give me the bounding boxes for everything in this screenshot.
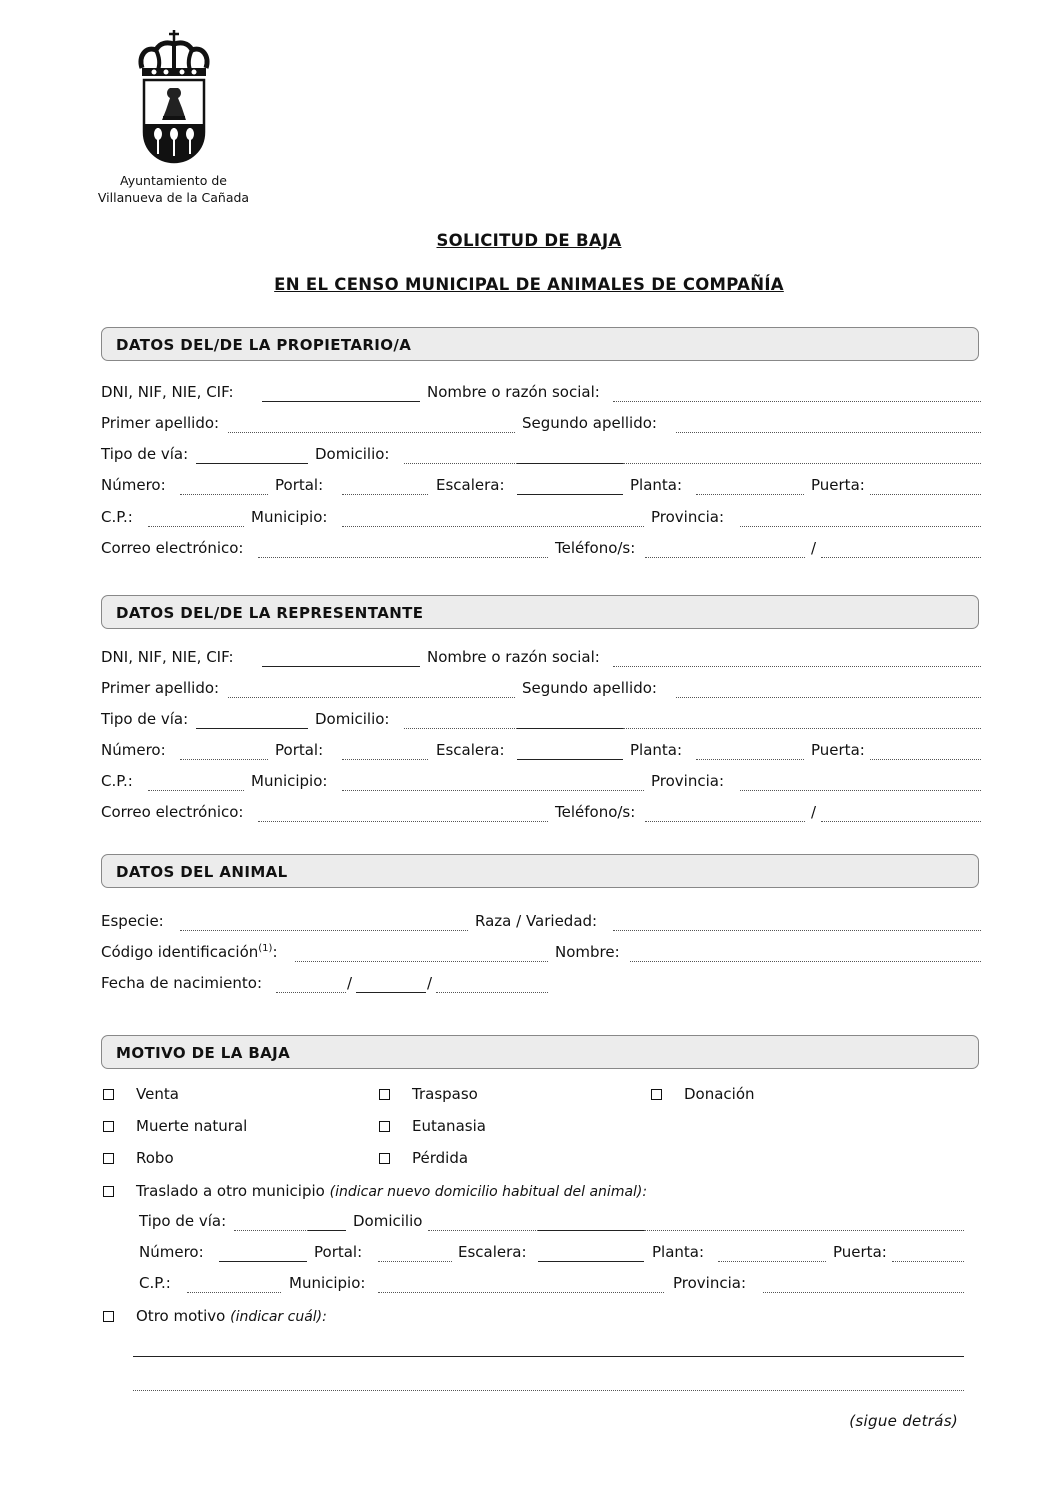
rep-surname1-label: Primer apellido: — [101, 679, 220, 697]
rep-floor-field[interactable] — [696, 759, 804, 760]
rep-phone-label: Teléfono/s: — [555, 803, 636, 821]
option-sale-label: Venta — [136, 1085, 179, 1103]
animal-birth-label: Fecha de nacimiento: — [101, 974, 263, 992]
option-theft-label: Robo — [136, 1149, 174, 1167]
form-title: SOLICITUD DE BAJA — [436, 231, 622, 250]
owner-door-field[interactable] — [870, 494, 981, 495]
logo-line-2: Villanueva de la Cañada — [97, 190, 250, 205]
rep-portal-field[interactable] — [342, 759, 428, 760]
move-floor-label: Planta: — [652, 1243, 705, 1261]
move-stair-label: Escalera: — [458, 1243, 527, 1261]
logo-line-1: Ayuntamiento de — [120, 173, 227, 188]
move-floor-field[interactable] — [718, 1261, 826, 1262]
animal-birth-slash-2: / — [427, 974, 433, 992]
animal-breed-label: Raza / Variedad: — [475, 912, 598, 930]
animal-name-label: Nombre: — [555, 943, 620, 961]
owner-street-type-field[interactable] — [196, 463, 308, 464]
checkbox-euthanasia[interactable] — [379, 1121, 390, 1132]
owner-email-field[interactable] — [258, 557, 548, 558]
logo-caption — [96, 172, 251, 206]
option-move-label — [136, 1182, 647, 1200]
owner-floor-field[interactable] — [696, 494, 804, 495]
move-address-field-a[interactable] — [428, 1230, 538, 1231]
rep-name-field[interactable] — [613, 666, 981, 667]
rep-surname1-field[interactable] — [228, 697, 515, 698]
section-owner-title: DATOS DEL/DE LA PROPIETARIO/A — [116, 336, 412, 354]
owner-phone-label: Teléfono/s: — [555, 539, 636, 557]
section-animal-title: DATOS DEL ANIMAL — [116, 863, 288, 881]
move-address-label: Domicilio — [353, 1212, 423, 1230]
owner-row-3 — [0, 445, 1058, 469]
option-euthanasia-label: Eutanasia — [412, 1117, 486, 1135]
rep-row-2 — [0, 679, 1058, 703]
owner-row-4 — [0, 476, 1058, 500]
coat-of-arms-icon — [136, 28, 212, 164]
animal-row-2 — [0, 943, 1058, 967]
animal-row-1 — [0, 912, 1058, 936]
move-row-1 — [0, 1212, 1058, 1236]
owner-row-1 — [0, 383, 1058, 407]
rep-row-3 — [0, 710, 1058, 734]
move-street-type-label: Tipo de vía: — [139, 1212, 227, 1230]
owner-address-field-c[interactable] — [623, 463, 981, 464]
owner-surname2-label: Segundo apellido: — [522, 414, 657, 432]
move-row-3 — [0, 1274, 1058, 1298]
option-move-text: Traslado a otro municipio — [136, 1182, 325, 1200]
option-other-label — [136, 1307, 327, 1325]
rep-stair-field[interactable] — [517, 759, 623, 760]
owner-address-field-b[interactable] — [517, 463, 623, 464]
owner-name-label: Nombre o razón social: — [427, 383, 600, 401]
owner-surname1-field[interactable] — [228, 432, 515, 433]
owner-stair-field[interactable] — [517, 494, 623, 495]
rep-phone-field-1[interactable] — [645, 821, 805, 822]
option-other[interactable] — [103, 1307, 503, 1329]
owner-portal-label: Portal: — [275, 476, 324, 494]
move-number-label: Número: — [139, 1243, 204, 1261]
option-natural-death-label: Muerte natural — [136, 1117, 248, 1135]
animal-birth-month-field[interactable] — [356, 992, 426, 993]
other-reason-line-2[interactable] — [133, 1390, 964, 1391]
animal-breed-field[interactable] — [613, 930, 981, 931]
owner-surname1-label: Primer apellido: — [101, 414, 220, 432]
form-subtitle: EN EL CENSO MUNICIPAL DE ANIMALES DE COMPAÑÍA — [274, 275, 784, 294]
move-portal-field[interactable] — [378, 1261, 452, 1262]
continues-overleaf-note: (sigue detrás) — [849, 1412, 958, 1430]
option-other-note: (indicar cuál): — [230, 1309, 327, 1325]
rep-province-label: Provincia: — [651, 772, 725, 790]
rep-stair-label: Escalera: — [436, 741, 505, 759]
rep-cp-field[interactable] — [148, 790, 244, 791]
animal-name-field[interactable] — [630, 961, 981, 962]
owner-province-label: Provincia: — [651, 508, 725, 526]
owner-phone-field-2[interactable] — [821, 557, 981, 558]
owner-phone-field-1[interactable] — [645, 557, 805, 558]
rep-door-label: Puerta: — [811, 741, 865, 759]
animal-birth-day-field[interactable] — [276, 992, 346, 993]
rep-phone-field-2[interactable] — [821, 821, 981, 822]
owner-dni-label: DNI, NIF, NIE, CIF: — [101, 383, 234, 401]
owner-address-field-a[interactable] — [404, 463, 517, 464]
rep-cp-label: C.P.: — [101, 772, 133, 790]
section-owner — [101, 327, 979, 361]
owner-name-field[interactable] — [613, 401, 981, 402]
owner-email-label: Correo electrónico: — [101, 539, 244, 557]
section-animal — [101, 854, 979, 888]
rep-address-field-a[interactable] — [404, 728, 517, 729]
rep-email-label: Correo electrónico: — [101, 803, 244, 821]
rep-floor-label: Planta: — [630, 741, 683, 759]
owner-street-type-label: Tipo de vía: — [101, 445, 189, 463]
checkbox-theft[interactable] — [103, 1153, 114, 1164]
option-donation-label: Donación — [684, 1085, 755, 1103]
animal-birth-year-field[interactable] — [436, 992, 548, 993]
animal-code-field[interactable] — [295, 961, 548, 962]
move-portal-label: Portal: — [314, 1243, 363, 1261]
move-street-type-field-b[interactable] — [308, 1230, 346, 1231]
owner-stair-label: Escalera: — [436, 476, 505, 494]
move-cp-label: C.P.: — [139, 1274, 171, 1292]
rep-row-5 — [0, 772, 1058, 796]
option-loss-label: Pérdida — [412, 1149, 469, 1167]
checkbox-donation[interactable] — [651, 1089, 662, 1100]
section-representative-title: DATOS DEL/DE LA REPRESENTANTE — [116, 604, 424, 622]
move-municipality-field[interactable] — [378, 1292, 664, 1293]
rep-row-6 — [0, 803, 1058, 827]
option-transfer-label: Traspaso — [412, 1085, 478, 1103]
rep-email-field[interactable] — [258, 821, 548, 822]
rep-name-label: Nombre o razón social: — [427, 648, 600, 666]
owner-portal-field[interactable] — [342, 494, 428, 495]
animal-code-text: Código identificación — [101, 943, 259, 961]
animal-species-field[interactable] — [180, 930, 468, 931]
rep-street-type-field[interactable] — [196, 728, 308, 729]
rep-municipality-field[interactable] — [342, 790, 644, 791]
rep-surname2-field[interactable] — [676, 697, 981, 698]
rep-dni-label: DNI, NIF, NIE, CIF: — [101, 648, 234, 666]
move-door-field[interactable] — [892, 1261, 964, 1262]
move-municipality-label: Municipio: — [289, 1274, 366, 1292]
owner-province-field[interactable] — [740, 526, 981, 527]
other-reason-line-1[interactable] — [133, 1356, 964, 1357]
rep-portal-label: Portal: — [275, 741, 324, 759]
checkbox-other[interactable] — [103, 1311, 114, 1322]
move-cp-field[interactable] — [187, 1292, 281, 1293]
section-reason-title: MOTIVO DE LA BAJA — [116, 1044, 291, 1062]
owner-cp-field[interactable] — [148, 526, 244, 527]
checkbox-move[interactable] — [103, 1186, 114, 1197]
move-row-2 — [0, 1243, 1058, 1267]
checkbox-transfer[interactable] — [379, 1089, 390, 1100]
rep-door-field[interactable] — [870, 759, 981, 760]
owner-number-label: Número: — [101, 476, 166, 494]
animal-code-label — [101, 943, 278, 961]
owner-row-5 — [0, 508, 1058, 532]
move-province-label: Provincia: — [673, 1274, 747, 1292]
municipal-logo — [96, 28, 256, 208]
owner-address-label: Domicilio: — [315, 445, 390, 463]
rep-address-field-b[interactable] — [517, 728, 623, 729]
owner-dni-field[interactable] — [262, 401, 420, 402]
animal-code-footnote: (1) — [258, 943, 273, 954]
rep-number-field[interactable] — [180, 759, 268, 760]
move-number-field[interactable] — [219, 1261, 307, 1262]
owner-door-label: Puerta: — [811, 476, 865, 494]
rep-dni-field[interactable] — [262, 666, 420, 667]
owner-municipality-label: Municipio: — [251, 508, 328, 526]
owner-floor-label: Planta: — [630, 476, 683, 494]
animal-row-3 — [0, 974, 1058, 998]
move-stair-field[interactable] — [538, 1261, 644, 1262]
rep-row-1 — [0, 648, 1058, 672]
rep-address-label: Domicilio: — [315, 710, 390, 728]
checkbox-loss[interactable] — [379, 1153, 390, 1164]
move-province-field[interactable] — [763, 1292, 964, 1293]
rep-phone-separator: / — [811, 803, 817, 821]
animal-code-colon: : — [272, 943, 278, 961]
owner-surname2-field[interactable] — [676, 432, 981, 433]
rep-province-field[interactable] — [740, 790, 981, 791]
rep-municipality-label: Municipio: — [251, 772, 328, 790]
animal-species-label: Especie: — [101, 912, 164, 930]
option-move-note: (indicar nuevo domicilio habitual del animal): — [329, 1184, 648, 1200]
option-other-text: Otro motivo — [136, 1307, 226, 1325]
rep-surname2-label: Segundo apellido: — [522, 679, 657, 697]
owner-number-field[interactable] — [180, 494, 268, 495]
option-move[interactable] — [103, 1182, 703, 1204]
rep-street-type-label: Tipo de vía: — [101, 710, 189, 728]
owner-row-6 — [0, 539, 1058, 563]
checkbox-natural-death[interactable] — [103, 1121, 114, 1132]
owner-municipality-field[interactable] — [342, 526, 644, 527]
rep-number-label: Número: — [101, 741, 166, 759]
move-street-type-field-a[interactable] — [234, 1230, 308, 1231]
section-representative — [101, 595, 979, 629]
section-reason — [101, 1035, 979, 1069]
move-address-field-b[interactable] — [538, 1230, 644, 1231]
move-door-label: Puerta: — [833, 1243, 887, 1261]
checkbox-sale[interactable] — [103, 1089, 114, 1100]
rep-address-field-c[interactable] — [623, 728, 981, 729]
owner-row-2 — [0, 414, 1058, 438]
owner-phone-separator: / — [811, 539, 817, 557]
animal-birth-slash-1: / — [347, 974, 353, 992]
move-address-field-c[interactable] — [644, 1230, 964, 1231]
owner-cp-label: C.P.: — [101, 508, 133, 526]
rep-row-4 — [0, 741, 1058, 765]
